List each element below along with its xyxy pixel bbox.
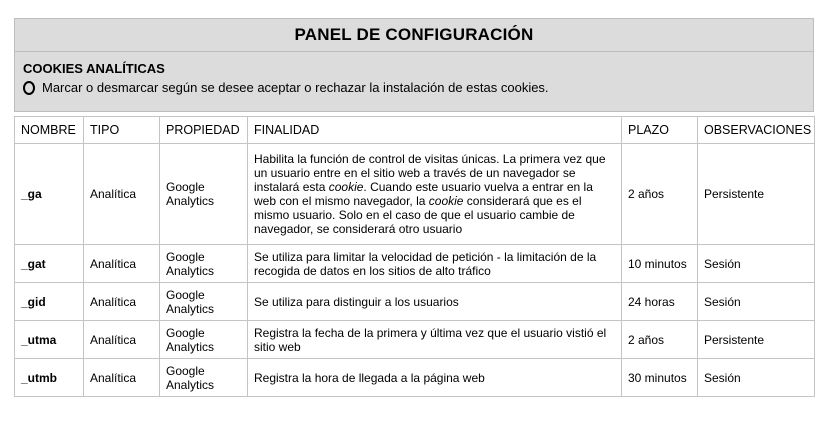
cookie-property: Google Analytics [160,144,248,245]
cookie-notes: Persistente [698,321,815,359]
cookie-type: Analítica [84,144,160,245]
cookie-name: _gat [15,245,84,283]
table-row [15,283,815,321]
cookie-term: 30 minutos [622,359,698,397]
table-row [15,321,815,359]
section-title: COOKIES ANALÍTICAS [23,61,165,76]
cookie-purpose: Se utiliza para limitar la velocidad de petición - la limitación de la recogida de datos en los sitios de alto tráfico [248,245,622,283]
radio-circle-icon[interactable] [23,81,35,95]
cookie-purpose: Se utiliza para distinguir a los usuarios [248,283,622,321]
toggle-instruction: Marcar o desmarcar según se desee aceptar o rechazar la instalación de estas cookies. [42,80,549,95]
cookie-term: 10 minutos [622,245,698,283]
cookie-notes: Persistente [698,144,815,245]
cookie-term: 2 años [622,144,698,245]
table-row [15,359,815,397]
cookie-name: _gid [15,283,84,321]
cookie-notes: Sesión [698,245,815,283]
toggle-row [23,80,805,95]
column-header-name: NOMBRE [15,117,84,144]
column-header-property: PROPIEDAD [160,117,248,144]
cookie-name: _utma [15,321,84,359]
column-header-type: TIPO [84,117,160,144]
column-header-notes: OBSERVACIONES [698,117,815,144]
cookie-property: Google Analytics [160,283,248,321]
cookies-table [14,116,815,397]
column-header-purpose: FINALIDAD [248,117,622,144]
cookie-name: _ga [15,144,84,245]
cookie-property: Google Analytics [160,321,248,359]
cookie-property: Google Analytics [160,245,248,283]
cookie-term: 24 horas [622,283,698,321]
analytics-cookies-section [14,52,814,112]
configuration-panel [14,18,814,397]
cookie-name: _utmb [15,359,84,397]
cookie-notes: Sesión [698,283,815,321]
cookie-type: Analítica [84,321,160,359]
cookie-purpose: Registra la hora de llegada a la página web [248,359,622,397]
cookie-notes: Sesión [698,359,815,397]
table-row [15,245,815,283]
cookie-property: Google Analytics [160,359,248,397]
table-header-row [15,117,815,144]
cookie-purpose: Habilita la función de control de visitas únicas. La primera vez que un usuario entre en el sitio web a través de un navegador se instalará esta cookie. Cuando este usuario vuelva a entrar en la web con el mismo navegador, la cookie considerará que es el mismo usuario. Solo en el caso de que el usuario cambie de navegador, se considerará otro usuario [248,144,622,245]
cookie-type: Analítica [84,245,160,283]
table-row [15,144,815,245]
cookie-term: 2 años [622,321,698,359]
column-header-term: PLAZO [622,117,698,144]
panel-title: PANEL DE CONFIGURACIÓN [14,18,814,52]
cookie-type: Analítica [84,359,160,397]
cookie-type: Analítica [84,283,160,321]
cookie-purpose: Registra la fecha de la primera y última vez que el usuario vistió el sitio web [248,321,622,359]
